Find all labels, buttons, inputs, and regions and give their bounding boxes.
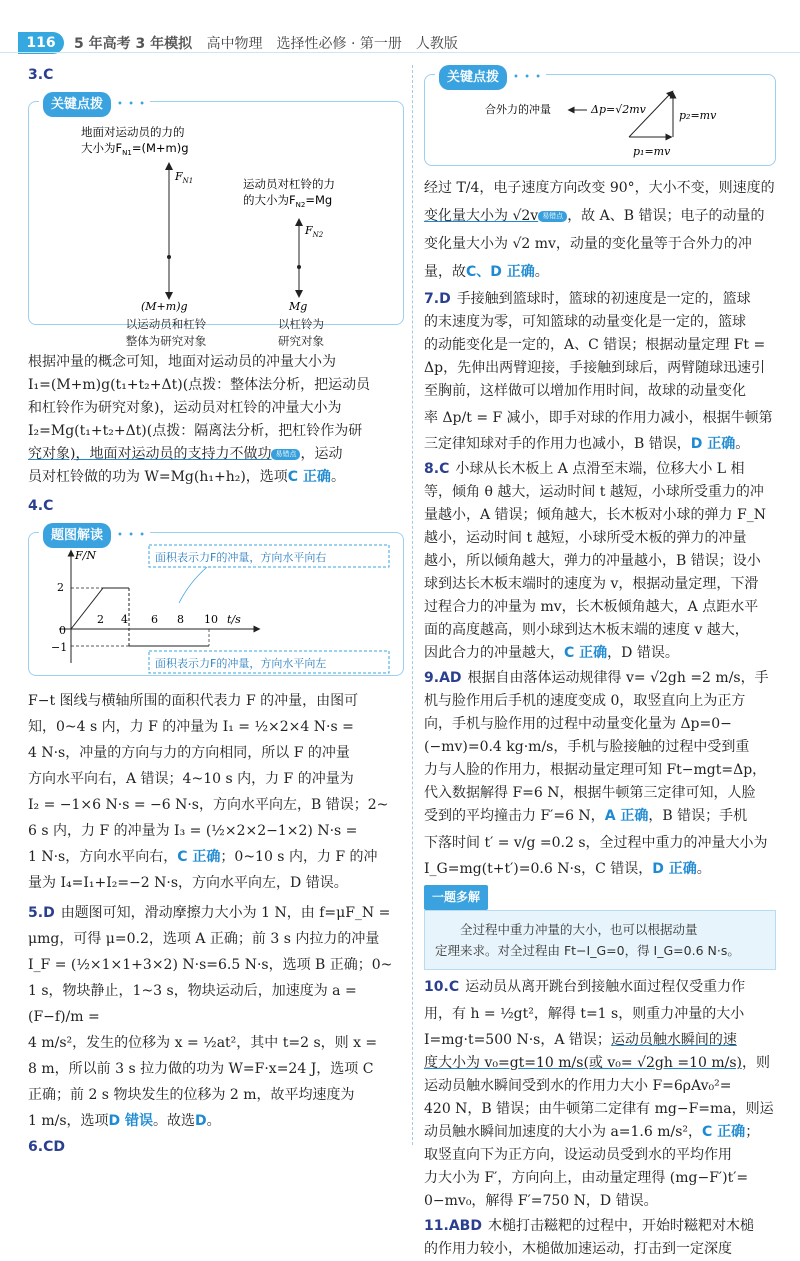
q7-solution: 7.D 手接触到篮球时，篮球的初速度是一定的，篮球 的末速度为零，可知篮球的动量变化是一定的，篮球 的动能变化是一定的，A、C 错误；根据动量定理 Ft = Δp，先伸出两臂迎接，手接触到球后，两臂随球迅速引 至胸前，这样做可以增加作用时间，故球的动量变化 率 Δp/t = F 减小，即手对球的作用力减小，根据牛顿第 三定律知球对手的作用力也减小，B 错误，D 正确。 bbox=[424, 291, 773, 452]
multi-solution-tag: 一题多解 bbox=[424, 885, 488, 910]
note-top: 面积表示力F的冲量，方向水平向右 bbox=[155, 551, 327, 564]
header-rule bbox=[0, 52, 800, 53]
q4-header: 4.C bbox=[28, 498, 54, 514]
x-tick-2: 2 bbox=[97, 613, 104, 626]
multi-solution-box bbox=[424, 885, 776, 970]
page-number: 116 bbox=[18, 32, 64, 54]
cap1: 以运动员和杠铃 整体为研究对象 bbox=[125, 317, 207, 348]
vector-triangle bbox=[425, 75, 773, 165]
note-bot: 面积表示力F的冲量，方向水平向左 bbox=[155, 657, 327, 670]
note2-line2: 的大小为$F_{N2}=Mg$ bbox=[243, 193, 333, 209]
key-box-q6 bbox=[424, 70, 776, 166]
x-tick-6: 6 bbox=[151, 613, 158, 626]
w2-label: Mg bbox=[289, 300, 308, 313]
y-tick-2: 2 bbox=[57, 581, 64, 594]
note1-line1: 地面对运动员的力的 bbox=[81, 125, 185, 139]
x-tick-4: 4 bbox=[121, 613, 128, 626]
impulse-eq: Δp=√2mv bbox=[591, 103, 646, 116]
w1-label: (M+m)g bbox=[141, 300, 188, 313]
q8-solution: 8.C 小球从长木板上 A 点滑至末端，位移大小 L 相 等，倾角 θ 越大，运动时间 t 越短，小球所受重力的冲 量越小，A 错误；倾角越大，长木板对小球的弹力 F_N 越小，运动时间 t 越短，小球所受木板的弹力的冲量 越小，所以倾角越大，弹力的冲量越小，B 错误；设小 球到达长木板末端时的速度为 v，根据动量定理，下滑 过程合力的冲量为 mv，长木板倾角越大，A 点距水平 面的高度越高，则小球到达木板末端的速度 v 越大， 因此合力的冲量越大，C 正确，D 错误。 bbox=[424, 461, 766, 661]
book-title: 5 年高考 3 年模拟 bbox=[74, 36, 193, 52]
force-diagram bbox=[29, 102, 401, 324]
right-column bbox=[424, 64, 776, 1261]
q3-header: 3.C bbox=[28, 67, 54, 83]
ft-graph bbox=[29, 533, 401, 675]
x-tick-10: 10 bbox=[204, 613, 218, 626]
q4-solution: F−t 图线与横轴所围的面积代表力 F 的冲量，由图可 知，0~4 s 内，力 F 的冲量为 I₁ = ½×2×4 N·s = 4 N·s，冲量的方向与力的方向相同，所以 F 的冲量 方向水平向右，A 错误；4~10 s 内，力 F 的冲量为 I₂ = −1×6 N·s = −6 N·s，方向水平向左，B 错误；2~ 6 s 内，力 F 的冲量为 I₃ = (½×2×2−1×2) N·s = 1 N·s，方向水平向右，C 正确；0~10 s 内，力 F 的冲 量为 I₄=I₁+I₂=−2 N·s，方向水平向左，D 错误。 bbox=[28, 693, 389, 891]
q6-solution: 经过 T/4，电子速度方向改变 90°，大小不变，则速度的 变化量大小为 √2v 易错点 ，故 A、B 错误；电子的动量的 变化量大小为 √2 mv，动量的变化量等于合外力的冲 量，故C、D 正确。 bbox=[424, 180, 775, 280]
q10-solution: 10.C 运动员从离开跳台到接触水面过程仅受重力作 用，有 h = ½gt²，解得 t=1 s，则重力冲量的大小 I=mg·t=500 N·s，A 错误；运动员触水瞬间的速 度大小为 v₀=gt=10 m/s(或 v₀= √2gh =10 m/s)，则 运动员触水瞬间受到水的作用力大小 F=6ρAv₀²= 420 N，B 错误；由牛顿第二定律有 mg−F=ma，则运 动员触水瞬间加速度的大小为 a=1.6 m/s²，C 正确； 取竖直向下为正方向，设运动员受到水的平均作用 力大小为 F′，方向向上，由动量定理得 (mg−F′)t′= 0−mv₀，解得 F′=750 N，D 错误。 bbox=[424, 979, 774, 1209]
header-title bbox=[74, 33, 458, 53]
left-column bbox=[28, 64, 404, 1159]
column-divider bbox=[412, 65, 413, 1145]
p1-label: p₁=mv bbox=[633, 145, 671, 158]
read-box-q4 bbox=[28, 528, 404, 676]
y-label: F/N bbox=[75, 549, 96, 562]
cap2: 以杠铃为 研究对象 bbox=[278, 317, 324, 348]
q5-solution: 5.D 由题图可知，滑动摩擦力大小为 1 N，由 f=μF_N = μmg，可得 μ=0.2，选项 A 正确；前 3 s 内拉力的冲量 I_F = (½×1×1+3×2) N·s=6.5 N·s，选项 B 正确；0~ 1 s，物块静止，1~3 s，物块运动后，加速度为 a = (F−f)/m = 4 m/s²，发生的位移为 x = ½at²，其中 t=2 s，则 x = 8 m，所以前 3 s 拉力做的功为 W=F·x=24 J，选项 C 正确；前 2 s 物块发生的位移为 2 m，故平均速度为 1 m/s，选项D 错误。故选D。 bbox=[28, 905, 393, 1129]
fn2-label: $F_{N2}$ bbox=[305, 224, 324, 239]
key-box-q3 bbox=[28, 97, 404, 348]
key-tag-right: 关键点拨 • • • bbox=[435, 65, 546, 90]
multi-solution-text: 全过程中重力冲量的大小，也可以根据动量 定理来求。对全过程由 Ft−I_G=0，得 I_G=0.6 N·s。 bbox=[424, 910, 776, 970]
p2-label: p₂=mv bbox=[679, 109, 717, 122]
q3-solution: 根据冲量的概念可知，地面对运动员的冲量大小为 I₁=(M+m)g(t₁+t₂+Δt)(点拨：整体法分析，把运动员 和杠铃作为研究对象)，运动员对杠铃的冲量大小为 I₂=Mg(t₁+t₂+Δt)(点拨：隔离法分析，把杠铃作为研 究对象)，地面对运动员的支持力不做功 易错点 ，运动 员对杠铃做的功为 W=Mg(h₁+h₂)，选项C 正确。 bbox=[28, 354, 371, 485]
key-tag: 关键点拨 • • • bbox=[39, 92, 150, 117]
note2-line1: 运动员对杠铃的力 bbox=[243, 177, 335, 191]
q6-header: 6.CD bbox=[28, 1139, 65, 1155]
x-tick-8: 8 bbox=[177, 613, 184, 626]
fn1-label: $F_{N1}$ bbox=[175, 170, 194, 185]
q9-solution: 9.AD 根据自由落体运动规律得 v= √2gh =2 m/s，手 机与脸作用后手机的速度变成 0，取竖直向上为正方 向，手机与脸作用的过程中动量变化量为 Δp=0− (−mv)=0.4 kg·m/s，手机与脸接触的过程中受到重 力与人脸的作用力，根据动量定理可知 Ft−mgt=Δp， 代入数据解得 F=6 N，根据牛顿第三定律可知，人脸 受到的平均撞击力 F′=6 N，A 正确，B 错误；手机 下落时间 t′ = v/g =0.2 s，全过程中重力的冲量大小为 I_G=mg(t+t′)=0.6 N·s，C 错误，D 正确。 bbox=[424, 670, 769, 877]
note1-line2: 大小为$F_{N1}=(M+m)g$ bbox=[81, 141, 189, 157]
book-subtitle: 高中物理 选择性必修 · 第一册 人教版 bbox=[206, 36, 458, 52]
y-tick-m1: −1 bbox=[51, 641, 68, 654]
x-unit: t/s bbox=[227, 613, 241, 626]
impulse-label: 合外力的冲量 bbox=[485, 103, 551, 116]
note-top-pointer bbox=[179, 567, 207, 603]
read-tag: 题图解读 • • • bbox=[39, 523, 150, 548]
y-tick-0: 0 bbox=[59, 624, 66, 637]
q11-solution: 11.ABD 木槌打击糍粑的过程中，开始时糍粑对木槌 的作用力较小，木槌做加速运动，打击到一定深度 bbox=[424, 1218, 754, 1257]
